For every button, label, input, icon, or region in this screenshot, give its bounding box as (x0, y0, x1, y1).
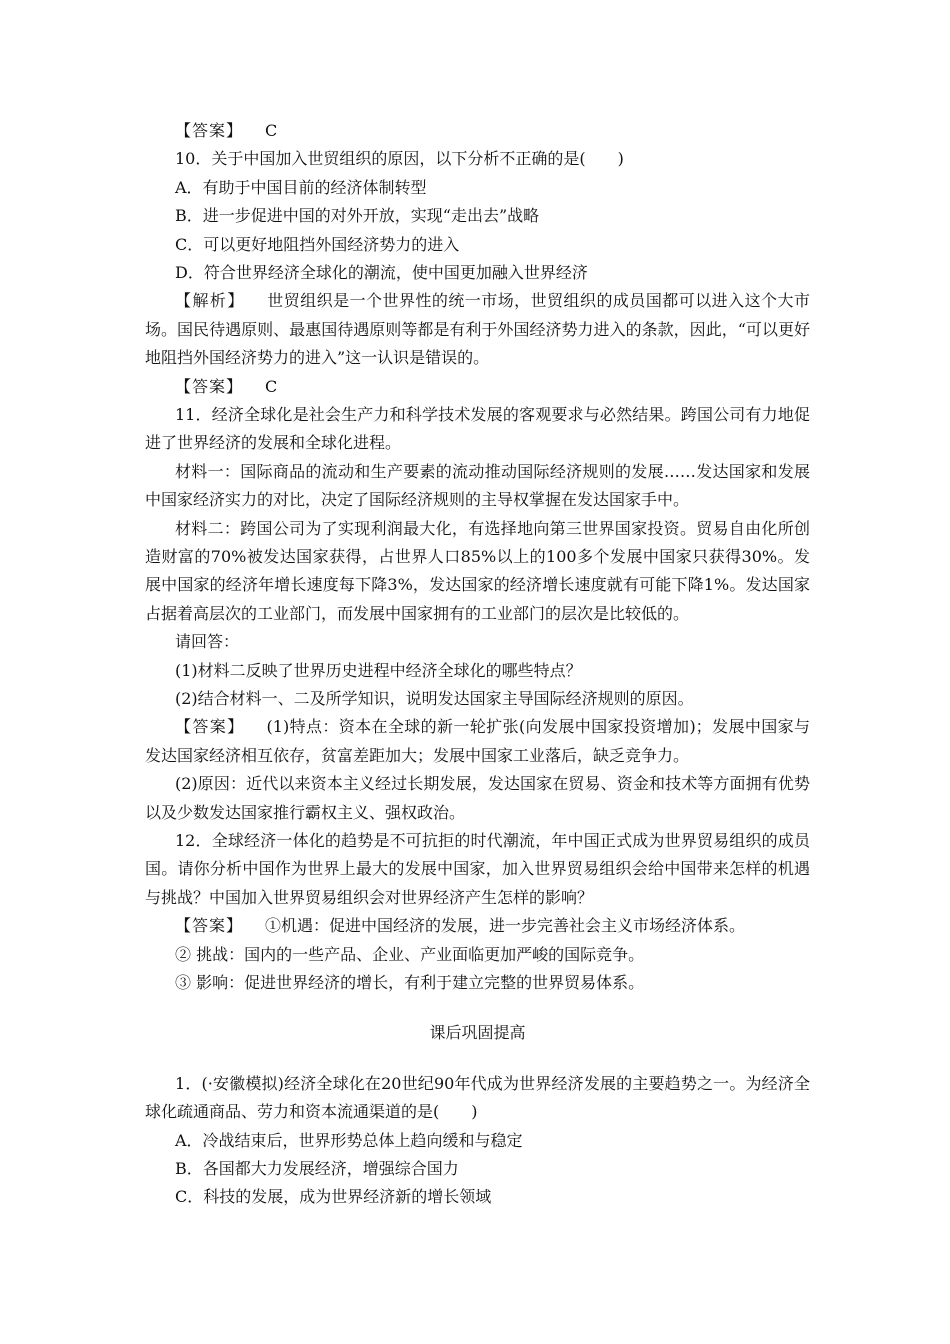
answer-label: 【答案】 (175, 916, 244, 936)
q11-material-2: 材料二：跨国公司为了实现利润最大化，有选择地向第三世界国家投资。贸易自由化所创造财富的70%被发达国家获得，占世界人口85%以上的100多个发展中国家只获得30%。发展中国家的经济年增长速度每下降3%，发达国家的经济增长速度就有可能下降1%。发达国家占据着高层次的工业部门，而发展中国家拥有的工业部门的层次是比较低的。 (145, 518, 810, 623)
q11-material-1: 材料一：国际商品的流动和生产要素的流动推动国际经济规则的发展……发达国家和发展中国家经济实力的对比，决定了国际经济规则的主导权掌握在发达国家手中。 (145, 461, 810, 510)
answer-value: C (265, 376, 278, 396)
q12-answer-line-2: ② 挑战：国内的一些产品、企业、产业面临更加严峻的国际竞争。 (175, 944, 645, 964)
q10-analysis (145, 287, 810, 372)
q12-stem: 12．全球经济一体化的趋势是不可抗拒的时代潮流，年中国正式成为世界贸易组织的成员国。请你分析中国作为世界上最大的发展中国家，加入世界贸易组织会给中国带来怎样的机遇与挑战？中国加入世界贸易组织会对世界经济产生怎样的影响？ (145, 831, 810, 907)
r1-option-c: C．科技的发展，成为世界经济新的增长领域 (175, 1187, 492, 1207)
analysis-text: 世贸组织是一个世界性的统一市场，世贸组织的成员国都可以进入这个大市场。国民待遇原则、最惠国待遇原则等都是有利于外国经济势力进入的条款，因此，“可以更好地阻挡外国经济势力的进入”这一认识是错误的。 (145, 291, 810, 368)
answer-text: ①机遇：促进中国经济的发展，进一步完善社会主义市场经济体系。 (265, 916, 746, 936)
document-page (145, 117, 810, 1212)
section-title: 课后巩固提高 (429, 1023, 526, 1043)
r1-stem: 1．(·安徽模拟)经济全球化在20世纪90年代成为世界经济发展的主要趋势之一。为经济全球化疏通商品、劳力和资本流通渠道的是( ) (145, 1073, 810, 1122)
q10-answer-line (145, 373, 810, 401)
answer-label: 【答案】 (175, 121, 244, 140)
answer-label: 【答案】 (175, 376, 244, 396)
q9-answer-line (145, 117, 810, 145)
answer-label: 【答案】 (175, 717, 245, 737)
analysis-label: 【解析】 (175, 291, 245, 311)
q11-answer-2: (2)原因：近代以来资本主义经过长期发展，发达国家在贸易、资金和技术等方面拥有优势以及少数发达国家推行霸权主义、强权政治。 (145, 774, 810, 822)
r1-option-b: B．各国都大力发展经济，增强综合国力 (175, 1159, 459, 1178)
r1-option-a: A．冷战结束后，世界形势总体上趋向缓和与稳定 (175, 1130, 523, 1150)
q10-option-b: B．进一步促进中国的对外开放，实现“走出去”战略 (175, 206, 540, 226)
q11-answer-1 (145, 713, 810, 770)
q11-sub-question-2: (2)结合材料一、二及所学知识，说明发达国家主导国际经济规则的原因。 (175, 688, 694, 708)
q11-prompt: 请回答： (175, 632, 240, 652)
q12-answer-line-3: ③ 影响：促进世界经济的增长，有利于建立完整的世界贸易体系。 (175, 973, 645, 992)
q11-sub-question-1: (1)材料二反映了世界历史进程中经济全球化的哪些特点？ (175, 660, 582, 680)
q10-option-c: C．可以更好地阻挡外国经济势力的进入 (175, 234, 460, 254)
q10-option-a: A．有助于中国目前的经济体制转型 (175, 177, 427, 197)
q10-option-d: D．符合世界经济全球化的潮流，使中国更加融入世界经济 (175, 262, 588, 282)
q11-stem: 11．经济全球化是社会生产力和科学技术发展的客观要求与必然结果。跨国公司有力地促进了世界经济的发展和全球化进程。 (145, 404, 810, 453)
answer-value: C (265, 121, 278, 140)
answer-text: (1)特点：资本在全球的新一轮扩张(向发展中国家投资增加)；发展中国家与发达国家经济相互依存，贫富差距加大；发展中国家工业落后，缺乏竞争力。 (145, 717, 810, 765)
q12-answer-line-1 (145, 912, 810, 940)
q10-stem: 10．关于中国加入世贸组织的原因，以下分析不正确的是( ) (175, 149, 624, 169)
